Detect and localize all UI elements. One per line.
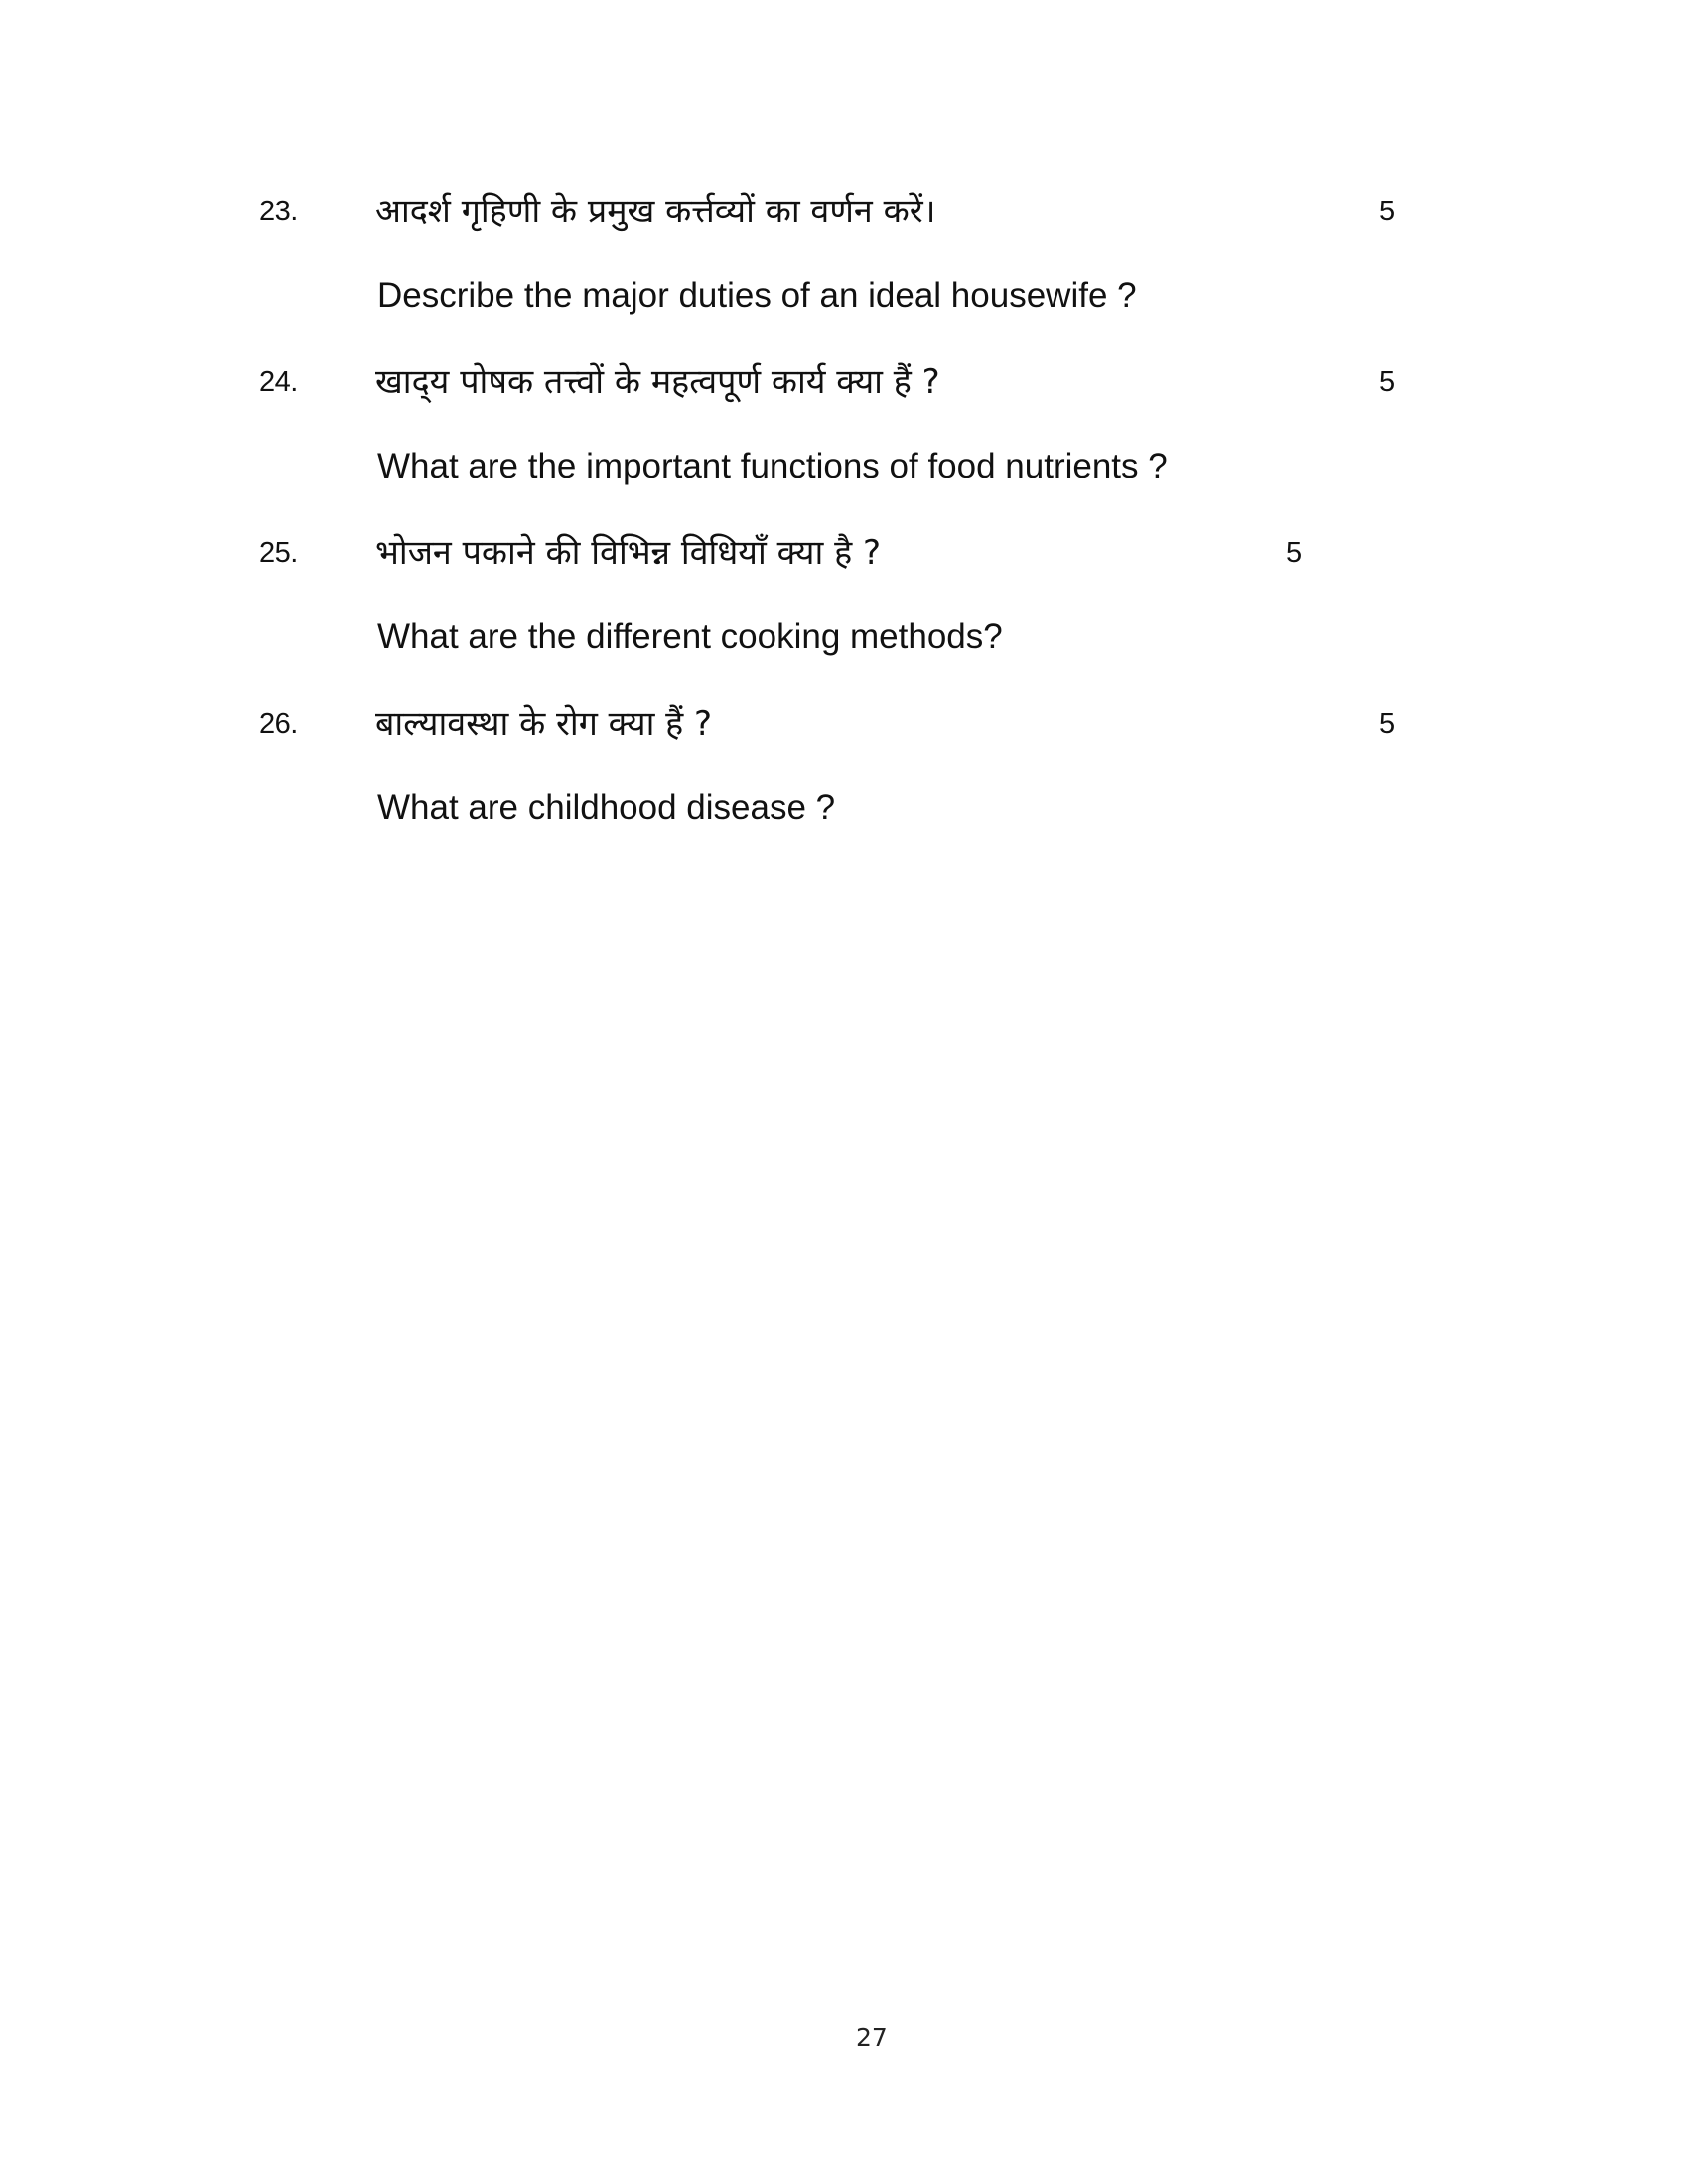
question-text-english: What are the important functions of food nutrients ? <box>377 447 1168 485</box>
question-text-hindi: आदर्श गृहिणी के प्रमुख कर्त्तव्यों का वर्णन करें। <box>375 192 936 231</box>
question-marks: 5 <box>1286 537 1303 569</box>
question-marks: 5 <box>1379 708 1396 740</box>
question-number: 25. <box>259 537 298 569</box>
question-text-english: What are childhood disease ? <box>377 788 836 827</box>
question-text-english: What are the different cooking methods? <box>377 617 1003 656</box>
question-text-english: Describe the major duties of an ideal housewife ? <box>377 276 1137 315</box>
page-number: 27 <box>856 2023 888 2052</box>
question-marks: 5 <box>1379 196 1396 227</box>
question-marks: 5 <box>1379 366 1396 398</box>
question-text-hindi: भोजन पकाने की विभिन्न विधियाँ क्या है ? <box>375 533 882 573</box>
question-number: 23. <box>259 196 298 227</box>
question-number: 24. <box>259 366 298 398</box>
question-text-hindi: खाद्‌य पोषक तत्त्वों के महत्वपूर्ण कार्य क्या हैं ? <box>375 362 940 402</box>
question-text-hindi: बाल्यावस्था के रोग क्या हैं ? <box>375 704 713 744</box>
question-number: 26. <box>259 708 298 740</box>
